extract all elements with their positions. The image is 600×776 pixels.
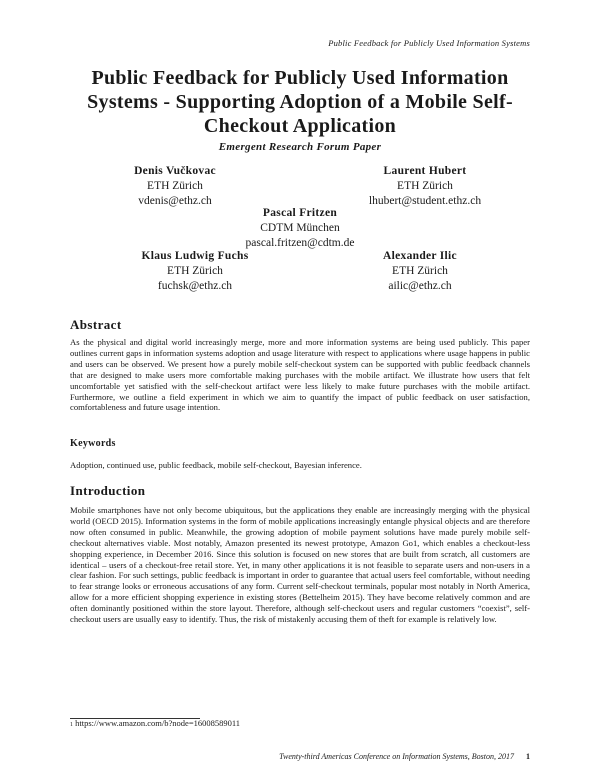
author-affiliation: ETH Zürich	[167, 265, 223, 277]
author-affiliation: ETH Zürich	[397, 180, 453, 192]
author-email[interactable]: fuchsk@ethz.ch	[157, 280, 233, 292]
author-block	[350, 249, 490, 294]
author-email[interactable]: lhubert@student.ethz.ch	[368, 195, 482, 207]
author-name: Pascal Fritzen	[262, 207, 338, 219]
introduction-text: Mobile smartphones have not only become ubiquitous, but the applications they enable are increasingly merging with the physical world (OECD 2015). Information systems in the form of mobile applications increasingly entangle physical objects and are therefore now often consumed in public. Meanwhile, the growing adoption of mobile payment solutions have made purely mobile self-checkout alternatives viable. Most notably, Amazon presented its newest prototype, Amazon Go1, which enables a checkout-less shopping experience, in December 2016. Since this solution is focused on new stores that are built from scratch, all customers are identical – users of a checkout-free retail store. Yet, in many other applications it is not feasible to separate users and non-users in a clear fashion. For such settings, public feedback is important in order to guarantee that actual users feel comfortable, without needing to fear strange looks or erroneous accusations of any form. Current self-checkout terminals, popular most notably in North America, allow for a more efficient shopping experience in existing stores (Bettelheim 2015). They have become relatively common and are often dominantly positioned within the store layout. Therefore, although self-checkout users and regular customers “coexist”, self-checkout users are usually easy to identify. Thus, the risk of mistakenly accusing them of theft for example is relatively low.	[70, 505, 530, 625]
keywords-text: Adoption, continued use, public feedback, mobile self-checkout, Bayesian inference.	[70, 460, 362, 470]
author-affiliation: ETH Zürich	[147, 180, 203, 192]
footnote-link[interactable]: https://www.amazon.com/b?node=16008589011	[75, 718, 241, 728]
author-email[interactable]: pascal.fritzen@cdtm.de	[245, 237, 355, 249]
footnote	[70, 718, 240, 728]
page-footer	[279, 752, 530, 761]
page-number: 1	[526, 752, 530, 761]
footnote-mark: 1	[70, 722, 73, 728]
author-email[interactable]: ailic@ethz.ch	[388, 280, 452, 292]
introduction-heading: Introduction	[70, 483, 146, 498]
abstract-text: As the physical and digital world increasingly merge, more and more information systems are being used publicly. This paper outlines current gaps in information systems adoption and usage literature with respect to applications where usage happens in public and users can be observed. We present how a purely mobile self-checkout system can be supported with public feedback channels that are designed to make users more comfortable making purchases with the mobile artifact. We illustrate how users that felt uncomfortable yet satisfied with the self-checkout artifact were less likely to make future purchases with the mobile artifact. Furthermore, we outline a field experiment in which we aim to quantify the impact of public feedback on user satisfaction, comfortableness and future usage intention.	[70, 337, 530, 413]
keywords-heading: Keywords	[70, 438, 116, 449]
author-affiliation: CDTM München	[260, 222, 340, 234]
author-block	[220, 206, 380, 251]
author-affiliation: ETH Zürich	[392, 265, 448, 277]
footer-conference: Twenty-third Americas Conference on Information Systems, Boston, 2017	[279, 752, 514, 761]
author-block	[345, 164, 505, 209]
paper-title: Public Feedback for Publicly Used Information Systems - Supporting Adoption of a Mobile Self-Checkout Application	[87, 67, 513, 137]
author-name: Klaus Ludwig Fuchs	[141, 250, 249, 262]
author-name: Denis Vučkovac	[134, 165, 216, 177]
author-name: Laurent Hubert	[383, 165, 467, 177]
running-head: Public Feedback for Publicly Used Information Systems	[328, 38, 530, 48]
paper-subtitle: Emergent Research Forum Paper	[218, 141, 382, 153]
author-block	[105, 164, 245, 209]
author-name: Alexander Ilic	[383, 250, 457, 262]
abstract-heading: Abstract	[70, 317, 122, 332]
author-email[interactable]: vdenis@ethz.ch	[138, 195, 212, 207]
author-block	[125, 249, 265, 294]
